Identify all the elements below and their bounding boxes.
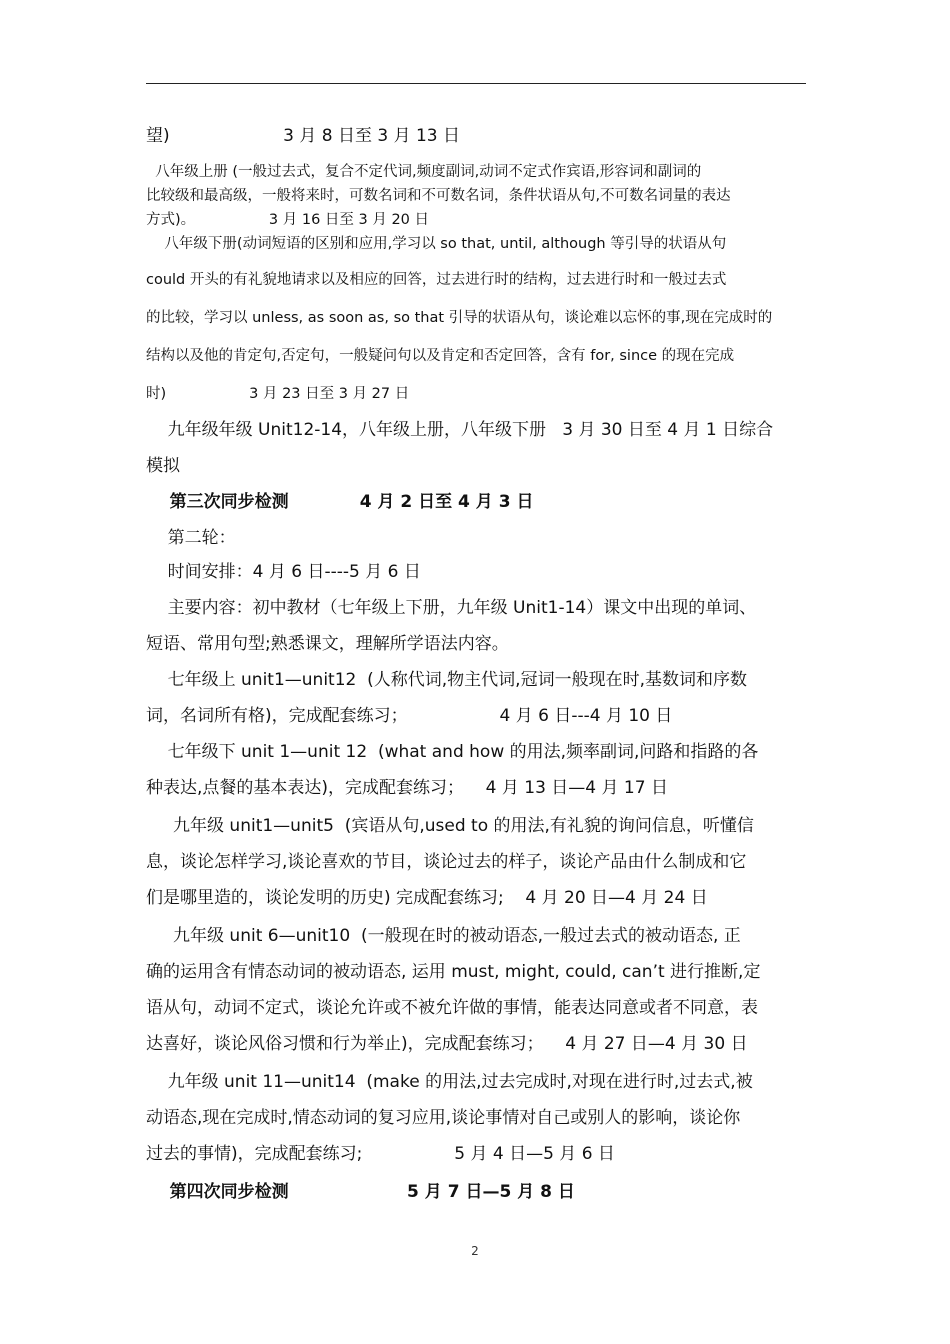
text-line: 九年级 unit 11—unit14 (make 的用法,过去完成时,对现在进行时,过去式,被 xyxy=(146,1072,753,1092)
text-line: 时间安排：4 月 6 日----5 月 6 日 xyxy=(146,562,421,582)
text-line: 动语态,现在完成时,情态动词的复习应用,谈论事情对自己或别人的影响，谈论你 xyxy=(146,1108,741,1128)
text-line: 息，谈论怎样学习,谈论喜欢的节目，谈论过去的样子，谈论产品由什么制成和它 xyxy=(146,852,747,872)
text-line: 词，名词所有格)，完成配套练习； 4 月 6 日---4 月 10 日 xyxy=(146,706,673,726)
page-number: 2 xyxy=(471,1244,479,1258)
text-line: 确的运用含有情态动词的被动语态, 运用 must, might, could, can’t 进行推断,定 xyxy=(146,962,761,982)
text-line: 望) 3 月 8 日至 3 月 13 日 xyxy=(146,126,461,146)
text-line: 过去的事情)，完成配套练习; 5 月 4 日—5 月 6 日 xyxy=(146,1144,615,1164)
text-line: 八年级上册 (一般过去式，复合不定代词,频度副词,动词不定式作宾语,形容词和副词的 xyxy=(146,164,702,180)
text-line: 第三次同步检测 4 月 2 日至 4 月 3 日 xyxy=(146,492,534,512)
text-line: 短语、常用句型;熟悉课文，理解所学语法内容。 xyxy=(146,634,509,654)
text-line: 种表达,点餐的基本表达)，完成配套练习； 4 月 13 日—4 月 17 日 xyxy=(146,778,668,798)
text-line: 语从句，动词不定式，谈论允许或不被允许做的事情，能表达同意或者不同意，表 xyxy=(146,998,758,1018)
text-line: 时) 3 月 23 日至 3 月 27 日 xyxy=(146,386,410,402)
text-line: 八年级下册(动词短语的区别和应用,学习以 so that, until, although 等引导的状语从句 xyxy=(146,236,727,252)
text-line: 达喜好，谈论风俗习惯和行为举止)，完成配套练习； 4 月 27 日—4 月 30 日 xyxy=(146,1034,748,1054)
text-line: 九年级 unit 6—unit10 (一般现在时的被动语态,一般过去式的被动语态, 正 xyxy=(146,926,741,946)
text-line: 主要内容：初中教材（七年级上下册，九年级 Unit1-14）课文中出现的单词、 xyxy=(146,598,757,618)
header-rule xyxy=(146,83,806,84)
text-line: 的比较，学习以 unless, as soon as, so that 引导的状语从句，谈论难以忘怀的事,现在完成时的 xyxy=(146,310,773,326)
text-line: 模拟 xyxy=(146,456,180,476)
text-line: 方式)。 3 月 16 日至 3 月 20 日 xyxy=(146,212,430,228)
text-line: 九年级 unit1—unit5 (宾语从句,used to 的用法,有礼貌的询问信息，听懂信 xyxy=(146,816,754,836)
text-line: 结构以及他的肯定句,否定句，一般疑问句以及肯定和否定回答，含有 for, since 的现在完成 xyxy=(146,348,735,364)
text-line: 第二轮： xyxy=(146,528,236,548)
text-line: 七年级下 unit 1—unit 12 (what and how 的用法,频率副词,问路和指路的各 xyxy=(146,742,759,762)
text-line: 比较级和最高级，一般将来时，可数名词和不可数名词，条件状语从句,不可数名词量的表达 xyxy=(146,188,731,204)
text-line: could 开头的有礼貌地请求以及相应的回答，过去进行时的结构，过去进行时和一般过去式 xyxy=(146,272,727,288)
text-line: 们是哪里造的，谈论发明的历史) 完成配套练习; 4 月 20 日—4 月 24 日 xyxy=(146,888,708,908)
text-line: 七年级上 unit1—unit12 (人称代词,物主代词,冠词一般现在时,基数词和序数 xyxy=(146,670,747,690)
text-line: 第四次同步检测 5 月 7 日—5 月 8 日 xyxy=(146,1182,575,1202)
text-line: 九年级年级 Unit12-14，八年级上册，八年级下册 3 月 30 日至 4 月 1 日综合 xyxy=(146,420,774,440)
